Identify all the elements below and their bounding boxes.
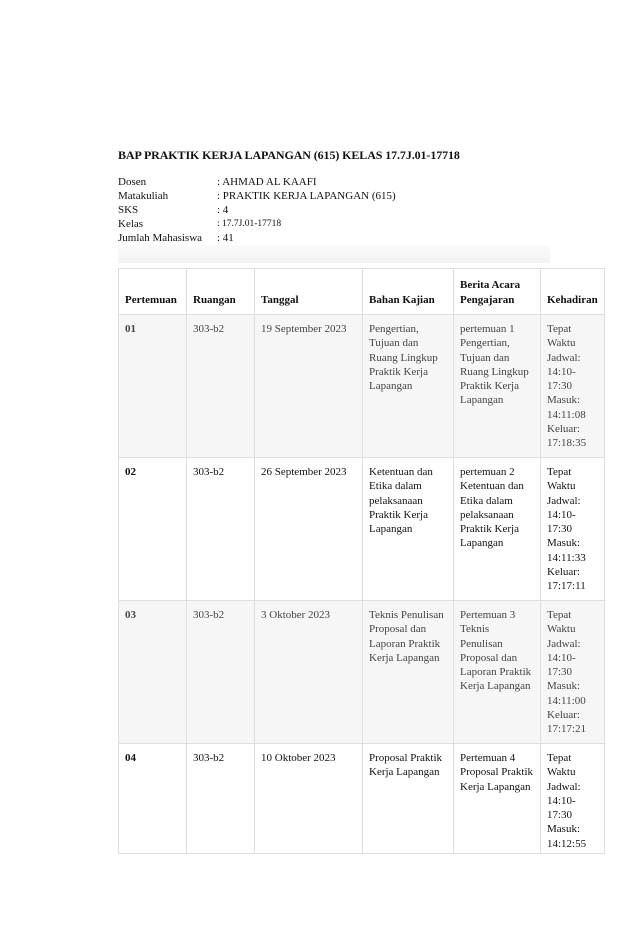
info-value: : 17.7J.01-17718 xyxy=(217,219,282,229)
cell-kehadiran: Tepat Waktu Jadwal: 14:10-17:30 Masuk: 14:12:55 xyxy=(541,744,605,854)
info-value: : AHMAD AL KAAFI xyxy=(217,176,317,188)
header-berita-acara: Berita Acara Pengajaran xyxy=(454,269,541,315)
cell-tanggal: 3 Oktober 2023 xyxy=(255,601,363,744)
cell-berita-acara: Pertemuan 3 Teknis Penulisan Proposal dan Laporan Praktik Kerja Lapangan xyxy=(454,601,541,744)
cell-berita-acara: pertemuan 1 Pengertian, Tujuan dan Ruang Lingkup Praktik Kerja Lapangan xyxy=(454,315,541,458)
table-row xyxy=(119,315,605,458)
cell-kehadiran: Tepat Waktu Jadwal: 14:10-17:30 Masuk: 14:11:00 Keluar: 17:17:21 xyxy=(541,601,605,744)
cell-ruangan: 303-b2 xyxy=(187,458,255,601)
cell-ruangan: 303-b2 xyxy=(187,744,255,854)
info-value: : 41 xyxy=(217,232,234,244)
info-value: : 4 xyxy=(217,204,229,216)
cell-pertemuan: 03 xyxy=(119,601,187,744)
cell-tanggal: 10 Oktober 2023 xyxy=(255,744,363,854)
cell-tanggal: 19 September 2023 xyxy=(255,315,363,458)
info-row-kelas xyxy=(118,217,396,231)
info-label: Matakuliah xyxy=(118,190,169,202)
document-title: BAP PRAKTIK KERJA LAPANGAN (615) KELAS 17.7J.01-17718 xyxy=(118,148,460,162)
cell-ruangan: 303-b2 xyxy=(187,601,255,744)
info-row-sks xyxy=(118,203,396,217)
info-value: : PRAKTIK KERJA LAPANGAN (615) xyxy=(217,190,396,202)
header-ruangan: Ruangan xyxy=(187,269,255,315)
cell-ruangan: 303-b2 xyxy=(187,315,255,458)
cell-bahan-kajian: Pengertian, Tujuan dan Ruang Lingkup Praktik Kerja Lapangan xyxy=(363,315,454,458)
cell-kehadiran: Tepat Waktu Jadwal: 14:10-17:30 Masuk: 14:11:33 Keluar: 17:17:11 xyxy=(541,458,605,601)
cell-kehadiran: Tepat Waktu Jadwal: 14:10-17:30 Masuk: 14:11:08 Keluar: 17:18:35 xyxy=(541,315,605,458)
cell-tanggal: 26 September 2023 xyxy=(255,458,363,601)
header-kehadiran: Kehadiran xyxy=(541,269,605,315)
info-row-jumlah-mahasiswa xyxy=(118,231,396,245)
course-info xyxy=(118,175,396,245)
cell-berita-acara: Pertemuan 4 Proposal Praktik Kerja Lapangan xyxy=(454,744,541,854)
cell-pertemuan: 02 xyxy=(119,458,187,601)
table-row xyxy=(119,601,605,744)
attendance-table xyxy=(118,268,605,854)
info-label: Jumlah Mahasiswa xyxy=(118,232,203,244)
section-divider xyxy=(118,245,550,263)
table-row xyxy=(119,458,605,601)
info-row-matakuliah xyxy=(118,189,396,203)
info-label: SKS xyxy=(118,204,139,216)
cell-bahan-kajian: Proposal Praktik Kerja Lapangan xyxy=(363,744,454,854)
info-row-dosen xyxy=(118,175,396,189)
header-tanggal: Tanggal xyxy=(255,269,363,315)
cell-bahan-kajian: Ketentuan dan Etika dalam pelaksanaan Praktik Kerja Lapangan xyxy=(363,458,454,601)
cell-pertemuan: 01 xyxy=(119,315,187,458)
header-pertemuan: Pertemuan xyxy=(119,269,187,315)
info-label: Kelas xyxy=(118,218,144,230)
info-label: Dosen xyxy=(118,176,147,188)
cell-berita-acara: pertemuan 2 Ketentuan dan Etika dalam pelaksanaan Praktik Kerja Lapangan xyxy=(454,458,541,601)
header-bahan-kajian: Bahan Kajian xyxy=(363,269,454,315)
cell-pertemuan: 04 xyxy=(119,744,187,854)
table-header-row xyxy=(119,269,605,315)
table-row xyxy=(119,744,605,854)
cell-bahan-kajian: Teknis Penulisan Proposal dan Laporan Praktik Kerja Lapangan xyxy=(363,601,454,744)
